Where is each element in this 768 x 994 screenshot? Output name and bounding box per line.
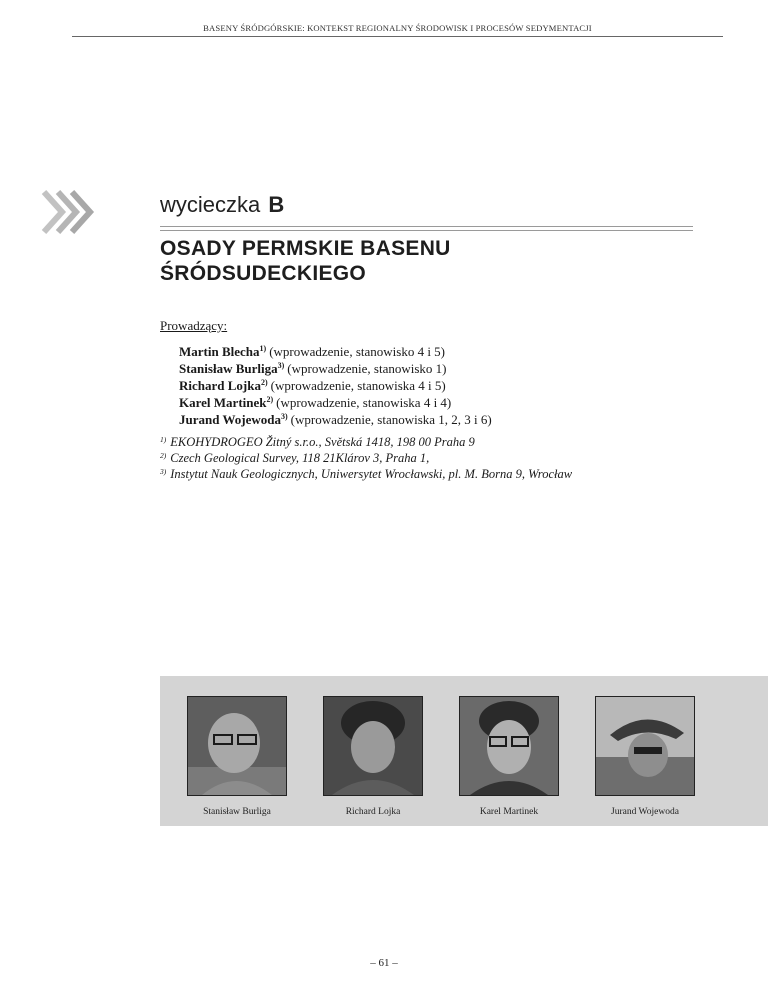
leader-role: (wprowadzenie, stanowiska 4 i 5) xyxy=(270,378,446,393)
portrait-photo xyxy=(187,696,287,796)
leader-item xyxy=(179,343,492,360)
affiliation-text: Instytut Nauk Geologicznych, Uniwersytet Wrocławski, pl. M. Borna 9, Wrocław xyxy=(170,467,573,481)
leader-role: (wprowadzenie, stanowiska 4 i 4) xyxy=(276,395,452,410)
photo-caption: Jurand Wojewoda xyxy=(611,807,679,817)
person-card xyxy=(323,696,423,817)
leader-role: (wprowadzenie, stanowiska 1, 2, 3 i 6) xyxy=(290,412,492,427)
chevron-right-icon xyxy=(38,188,100,236)
leader-role: (wprowadzenie, stanowisko 1) xyxy=(287,361,447,376)
portrait-photo xyxy=(459,696,559,796)
leader-item xyxy=(179,394,492,411)
title-line: OSADY PERMSKIE BASENU xyxy=(160,237,451,260)
leader-name: Jurand Wojewoda xyxy=(179,412,281,427)
photo-caption: Stanisław Burliga xyxy=(203,807,271,817)
title-line: ŚRÓDSUDECKIEGO xyxy=(160,262,367,285)
leader-item xyxy=(179,360,492,377)
affiliation-mark: 3) xyxy=(160,467,167,476)
affiliation-mark: 1) xyxy=(160,435,167,444)
leader-affiliation-mark: 3) xyxy=(280,412,288,421)
page-title xyxy=(160,236,700,286)
portrait-photo xyxy=(595,696,695,796)
affiliation-item xyxy=(160,434,572,450)
photo-caption: Karel Martinek xyxy=(479,807,539,817)
affiliation-item xyxy=(160,466,572,482)
person-card xyxy=(187,696,287,817)
photo-panel xyxy=(160,676,768,826)
title-rule xyxy=(160,226,693,231)
leader-name: Richard Lojka xyxy=(179,378,261,393)
photo-caption: Richard Lojka xyxy=(345,807,401,817)
affiliations xyxy=(160,434,572,482)
leader-item xyxy=(179,411,492,428)
leader-affiliation-mark: 1) xyxy=(259,344,267,353)
affiliation-text: EKOHYDROGEO Žitný s.r.o., Světská 1418, 198 00 Praha 9 xyxy=(170,435,475,449)
excursion-heading xyxy=(160,192,284,218)
excursion-letter: B xyxy=(268,192,285,217)
header-rule xyxy=(72,36,723,37)
leader-role: (wprowadzenie, stanowisko 4 i 5) xyxy=(269,344,446,359)
leaders-list xyxy=(179,343,492,428)
person-card xyxy=(595,696,695,817)
leader-affiliation-mark: 2) xyxy=(266,395,274,404)
affiliation-mark: 2) xyxy=(160,451,167,460)
affiliation-item xyxy=(160,450,572,466)
person-card xyxy=(459,696,559,817)
leader-item xyxy=(179,377,492,394)
leader-affiliation-mark: 3) xyxy=(277,361,285,370)
leader-affiliation-mark: 2) xyxy=(260,378,268,387)
page-number: – 61 – xyxy=(370,957,398,969)
portrait-photo xyxy=(323,696,423,796)
leader-name: Stanisław Burliga xyxy=(179,361,278,376)
leaders-label: Prowadzący: xyxy=(160,318,228,333)
excursion-word: wycieczka xyxy=(160,192,261,217)
running-head: BASENY ŚRÓDGÓRSKIE: KONTEKST REGIONALNY ŚRODOWISK I PROCESÓW SEDYMENTACJI xyxy=(203,23,592,33)
leader-name: Karel Martinek xyxy=(179,395,267,410)
affiliation-text: Czech Geological Survey, 118 21Klárov 3, Praha 1, xyxy=(170,451,430,465)
leader-name: Martin Blecha xyxy=(179,344,260,359)
